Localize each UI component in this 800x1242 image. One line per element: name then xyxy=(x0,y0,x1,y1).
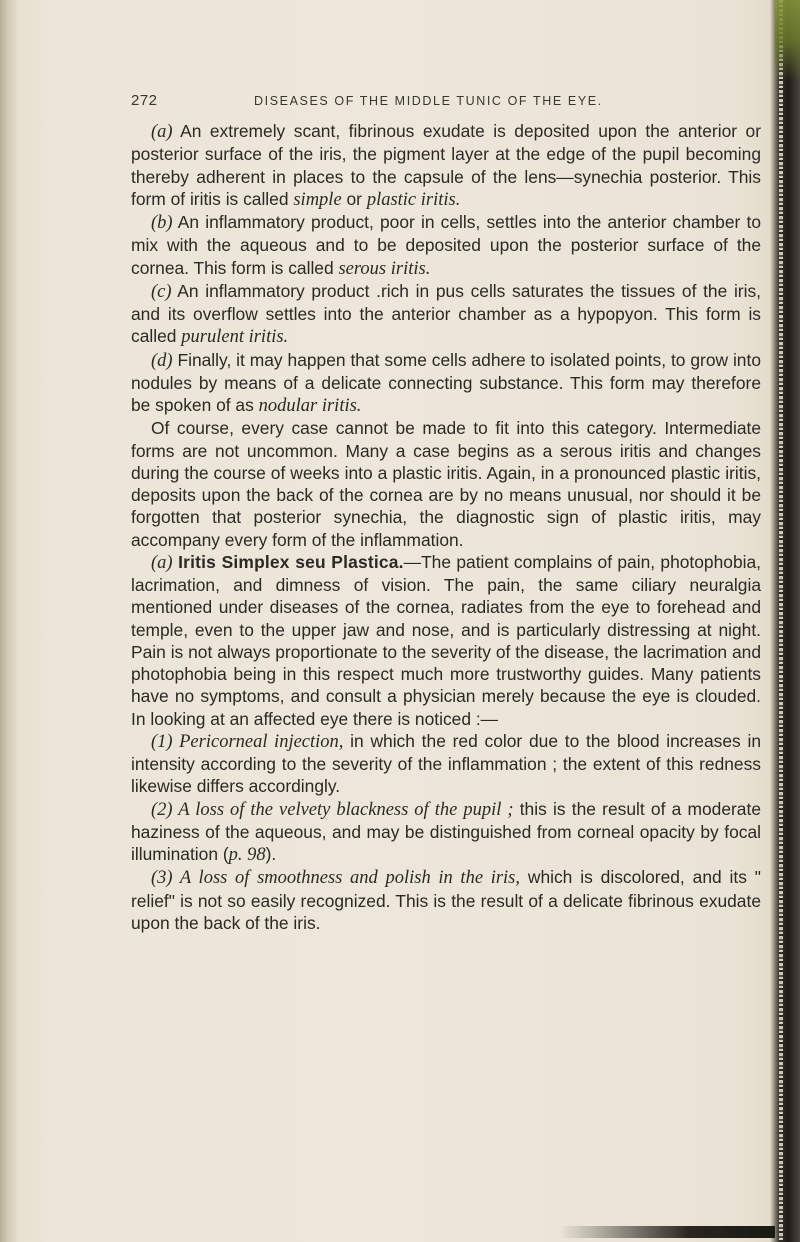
paragraph-1 xyxy=(131,730,761,798)
paragraph-text: An inflammatory product, poor in cells, settles into the anterior chamber to mix with the aqueous and to be deposited upon the posterior surface of the cornea. This form is called xyxy=(131,212,761,278)
paragraph-d xyxy=(131,349,761,418)
page-reference: p. 98 xyxy=(228,845,266,865)
paragraph-text: which is discolored, and its " relief" is not so easily recognized. This is the result of a delicate fibrinous exudate upon the back of the iris. xyxy=(131,867,761,933)
emphasis-term: A loss of the velvety blackness of the pupil ; xyxy=(172,799,514,820)
emphasis-term: simple xyxy=(293,189,342,210)
paragraph-marker: (c) xyxy=(151,281,172,302)
running-head: DISEASES OF THE MIDDLE TUNIC OF THE EYE. xyxy=(254,94,603,108)
paragraph-2: (2) A loss of the velvety blackness of the pupil ; this is the result of a moderate haziness of the aqueous, and may be distinguished from corneal opacity by focal illumination (p. 98). xyxy=(131,798,761,865)
paragraph-intermediate: Of course, every case cannot be made to fit into this category. Intermediate forms are not uncommon. Many a case begins as a serous iritis and changes during the course of weeks into a plastic iritis. Again, in a pronounced plastic iritis, deposits upon the back of the cornea are by no means unusual, nor should it be forgotten that posterior synechia, the diagnostic sign of plastic iritis, may accompany every form of the inflammation. xyxy=(131,418,761,550)
paragraph-marker: (2) xyxy=(151,799,173,820)
section-heading: Iritis Simplex seu Plastica. xyxy=(172,551,404,572)
paragraph-text: An extremely scant, fibrinous exudate is deposited upon the anterior or posterior surface of the iris, the pigment layer at the edge of the pupil becoming thereby adherent in places to the capsule of the lens—synechia posterior. This form of iritis is called xyxy=(131,121,761,209)
paragraph-text: this is the result of a moderate haziness of the aqueous, and may be distinguished from corneal opacity by focal illumination ( xyxy=(131,798,761,864)
page-edge xyxy=(770,0,800,1242)
paragraph-marker: (a) xyxy=(151,552,173,573)
paragraph-b xyxy=(131,211,761,280)
emphasis-term: nodular iritis. xyxy=(258,396,362,416)
paragraph-marker: (b) xyxy=(151,213,173,233)
paragraph-text: Finally, it may happen that some cells adhere to isolated points, to grow into nodules by means of a delicate connecting substance. This form may therefore be spoken of as xyxy=(131,349,761,415)
paragraph-marker: (3) xyxy=(151,868,173,889)
emphasis-term: A loss of smoothness and polish in the iris, xyxy=(172,868,521,889)
page-edge-tint xyxy=(775,0,800,80)
page-header xyxy=(0,86,800,112)
paragraph-text: or xyxy=(341,188,367,209)
emphasis-term: Pericorneal injection, xyxy=(172,731,344,752)
paragraph-a xyxy=(131,120,761,211)
body-text xyxy=(131,120,761,934)
emphasis-term: purulent iritis. xyxy=(181,327,289,348)
paragraph-iritis-simplex xyxy=(131,551,761,730)
paragraph-text: —The patient complains of pain, photophobia, lacrimation, and dimness of vision. The pain, the same ciliary neuralgia mentioned under diseases of the cornea, radiates from the eye to forehead and temple, even to the upper jaw and nose, and is particularly distressing at night. Pain is not always proportionate to the severity of the disease, the lacrimation and photophobia being in this respect much more trustworthy guides. Many patients have no symptoms, and consult a physician merely because the eye is clouded. In looking at an affected eye there is noticed :— xyxy=(131,551,761,729)
emphasis-term: serous iritis. xyxy=(338,258,431,279)
paragraph-marker: (a) xyxy=(151,122,173,142)
bottom-edge-shadow xyxy=(560,1226,775,1238)
paragraph-3 xyxy=(131,866,761,934)
emphasis-term: plastic iritis. xyxy=(366,189,461,210)
paragraph-marker: (1) xyxy=(151,731,173,752)
gutter-shadow xyxy=(0,0,18,1242)
paragraph-text: An inflammatory product .rich in pus cells saturates the tissues of the iris, and its overflow settles into the anterior chamber as a hypopyon. This form is called xyxy=(131,280,761,347)
paragraph-marker: (d) xyxy=(151,350,173,371)
paragraph-text: in which the red color due to the blood increases in intensity according to the severity of the inflammation ; the extent of this redness likewise differs accordingly. xyxy=(131,730,761,797)
page-number: 272 xyxy=(131,92,158,109)
paragraph-c xyxy=(131,280,761,349)
